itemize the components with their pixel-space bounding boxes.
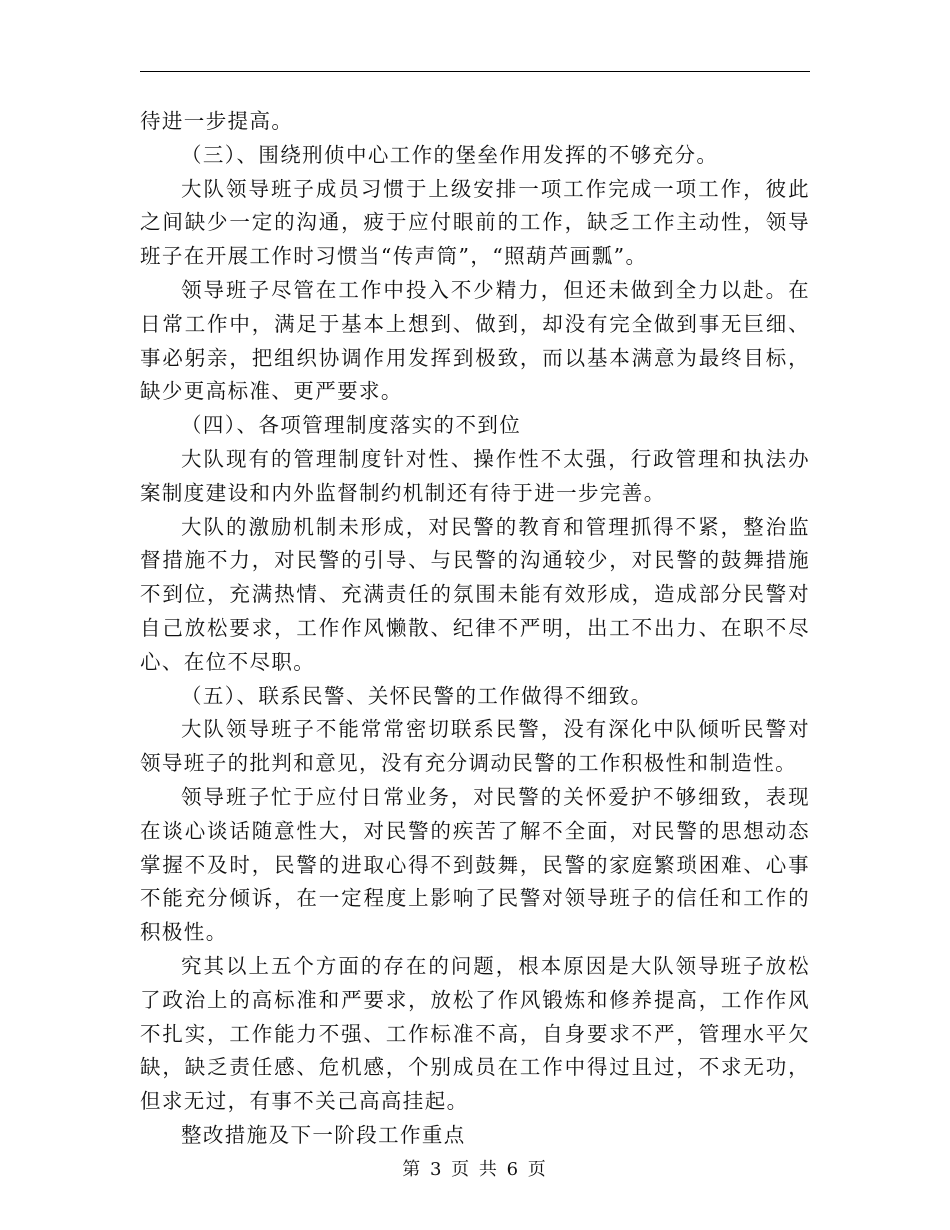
section-heading-4: （四）、各项管理制度落实的不到位 bbox=[181, 413, 522, 438]
paragraph: 领导班子忙于应付日常业务，对民警的关怀爱护不够细致，表现在谈心谈话随意性大，对民警的疾苦了解不全面，对民警的思想动态掌握不及时，民警的进取心得不到鼓舞，民警的家庭繁琐困难、心事不能充分倾诉，在一定程度上影响了民警对领导班子的信任和工作的积极性。 bbox=[140, 784, 810, 945]
header-rule bbox=[140, 71, 810, 72]
paragraph: 究其以上五个方面的存在的问题，根本原因是大队领导班子放松了政治上的高标准和严要求，放松了作风锻炼和修养提高，工作作风不扎实，工作能力不强、工作标准不高，自身要求不严，管理水平欠缺，缺乏责任感、危机感，个别成员在工作中得过且过，不求无功，但求无过，有事不关己高高挂起。 bbox=[140, 953, 810, 1114]
paragraph: 大队领导班子不能常常密切联系民警，没有深化中队倾听民警对领导班子的批判和意见，没有充分调动民警的工作积极性和制造性。 bbox=[140, 717, 810, 776]
paragraph-continuation: 待进一步提高。 bbox=[140, 109, 294, 133]
paragraph: 大队领导班子成员习惯于上级安排一项工作完成一项工作，彼此之间缺少一定的沟通，疲于应付眼前的工作，缺乏工作主动性，领导班子在开展工作时习惯当“传声筒”，“照葫芦画瓢”。 bbox=[140, 176, 810, 269]
paragraph: 大队现有的管理制度针对性、操作性不太强，行政管理和执法办案制度建设和内外监督制约机制还有待于进一步完善。 bbox=[140, 446, 810, 505]
paragraph: 大队的激励机制未形成，对民警的教育和管理抓得不紧，整治监督措施不力，对民警的引导、与民警的沟通较少，对民警的鼓舞措施不到位，充满热情、充满责任的氛围未能有效形成，造成部分民警对自己放松要求，工作作风懒散、纪律不严明，出工不出力、在职不尽心、在位不尽职。 bbox=[140, 514, 810, 674]
section-heading-5: （五）、联系民警、关怀民警的工作做得不细致。 bbox=[181, 683, 653, 708]
document-body bbox=[140, 105, 810, 1153]
paragraph: 领导班子尽管在工作中投入不少精力，但还未做到全力以赴。在日常工作中，满足于基本上想到、做到，却没有完全做到事无巨细、事必躬亲，把组织协调作用发挥到极致，而以基本满意为最终目标，缺少更高标准、更严要求。 bbox=[140, 277, 810, 404]
section-heading-3: （三）、围绕刑侦中心工作的堡垒作用发挥的不够充分。 bbox=[181, 142, 719, 167]
page-number-footer: 第 3 页 共 6 页 bbox=[402, 1159, 548, 1180]
section-heading-measures: 整改措施及下一阶段工作重点 bbox=[181, 1122, 466, 1147]
